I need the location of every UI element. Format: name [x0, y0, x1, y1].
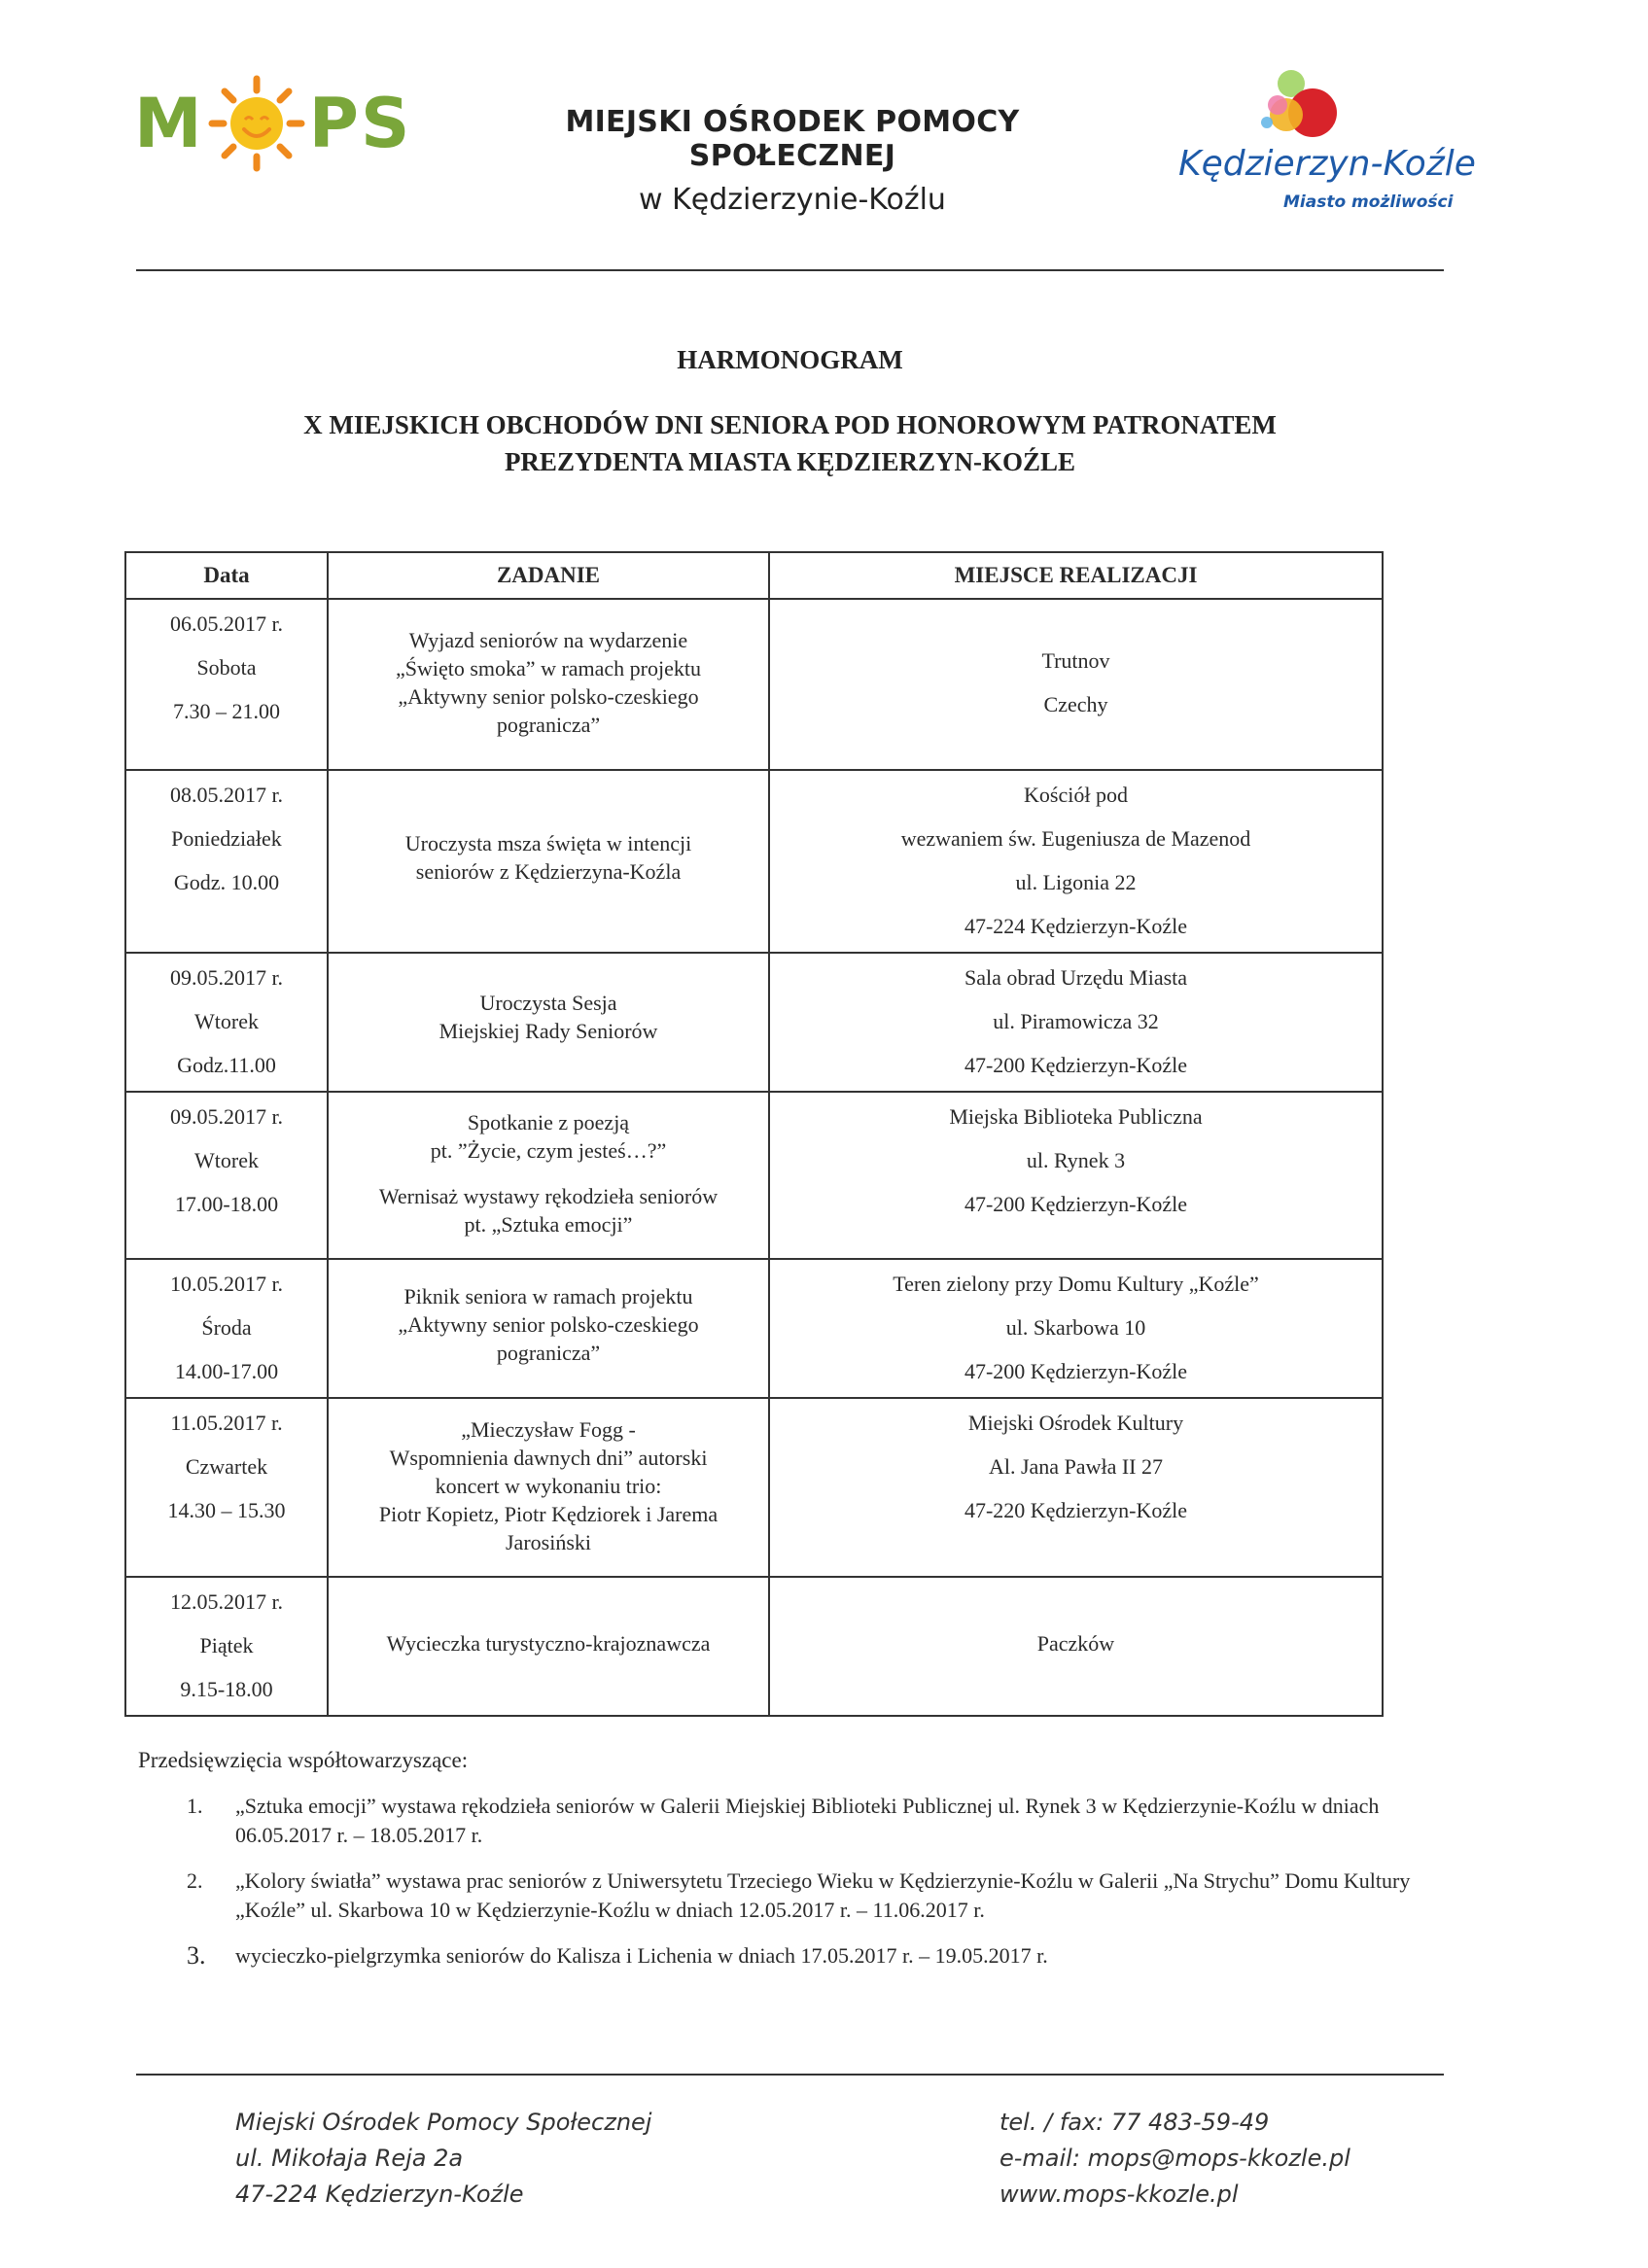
task-cell-line: Jarosiński — [506, 1529, 591, 1554]
task-cell-line: Uroczysta msza święta w intencji — [404, 831, 692, 855]
subtitle-line2: PREZYDENTA MIASTA KĘDZIERZYN-KOŹLE — [504, 447, 1076, 476]
date-cell-line: Godz.11.00 — [177, 1053, 276, 1077]
date-cell-line: 06.05.2017 r. — [169, 611, 284, 636]
date-cell-line: 10.05.2017 r. — [169, 1272, 284, 1296]
place-cell — [769, 770, 1383, 953]
date-cell — [125, 770, 328, 953]
task-cell-line: „Święto smoka” w ramach projektu — [395, 656, 701, 680]
list-item — [156, 1941, 1439, 1971]
table-row — [125, 1259, 1383, 1398]
sun-icon — [208, 75, 305, 172]
date-cell-line: Czwartek — [185, 1454, 268, 1479]
task-cell-line: koncert w wykonaniu trio: — [435, 1473, 662, 1498]
task-cell-line: „Aktywny senior polsko-czeskiego — [398, 1311, 699, 1337]
task-cell — [328, 1092, 769, 1259]
task-cell — [328, 770, 769, 953]
date-cell — [125, 1398, 328, 1577]
document-title: HARMONOGRAM — [677, 345, 903, 374]
place-cell-line: Trutnov — [1041, 648, 1110, 673]
place-cell-line: Al. Jana Pawła II 27 — [988, 1454, 1163, 1479]
date-cell-line: Godz. 10.00 — [173, 870, 280, 894]
place-cell-line: Sala obrad Urzędu Miasta — [964, 965, 1188, 990]
place-cell-line: Miejska Biblioteka Publiczna — [949, 1104, 1203, 1129]
accompanying-heading: Przedsięwzięcia współtowarzyszące: — [138, 1748, 469, 1772]
date-cell-line: Wtorek — [194, 1148, 259, 1172]
footer-street: ul. Mikołaja Reja 2a — [235, 2145, 464, 2172]
item-text: „Sztuka emocji” wystawa rękodzieła seniorów w Galerii Miejskiej Biblioteki Publicznej ul. Rynek 3 w Kędzierzynie-Koźlu w dniach 06.05.2017 r. – 18.05.2017 r. — [235, 1794, 1380, 1847]
table-row — [125, 599, 1383, 770]
place-cell-line: 47-200 Kędzierzyn-Koźle — [964, 1192, 1188, 1216]
place-cell-line: Czechy — [1043, 692, 1108, 716]
date-cell-line: 14.30 – 15.30 — [167, 1498, 286, 1522]
task-cell-line: „Aktywny senior polsko-czeskiego — [398, 684, 699, 709]
task-cell-line: Miejskiej Rady Seniorów — [438, 1019, 658, 1043]
date-cell — [125, 1092, 328, 1259]
mops-logo — [134, 70, 411, 177]
task-cell-line: seniorów z Kędzierzyna-Koźla — [415, 859, 682, 884]
task-cell-line: Piotr Kopietz, Piotr Kędziorek i Jarema — [378, 1501, 719, 1526]
place-cell-line: Paczków — [1036, 1630, 1115, 1656]
org-name-line1: MIEJSKI OŚRODEK POMOCY SPOŁECZNEJ — [565, 105, 1020, 173]
task-cell-line: pt. „Sztuka emocji” — [464, 1212, 633, 1237]
task-cell-line: Wspomnienia dawnych dni” autorski — [389, 1445, 708, 1470]
city-logo — [1167, 58, 1476, 224]
task-cell-line: pt. ”Życie, czym jesteś…?” — [430, 1138, 667, 1163]
place-cell — [769, 1092, 1383, 1259]
date-cell-line: 09.05.2017 r. — [169, 965, 284, 990]
list-item — [156, 1792, 1439, 1850]
place-cell-line: Miejski Ośrodek Kultury — [967, 1411, 1184, 1435]
footer-website[interactable]: www.mops-kkozle.pl — [999, 2181, 1239, 2208]
header-date: Data — [125, 552, 328, 599]
task-cell-line: Spotkanie z poezją — [467, 1110, 630, 1134]
header-task: ZADANIE — [328, 552, 769, 599]
subtitle-line1: X MIEJSKICH OBCHODÓW DNI SENIORA POD HONOROWYM PATRONATEM — [303, 410, 1277, 439]
table-row — [125, 1398, 1383, 1577]
place-cell — [769, 1398, 1383, 1577]
place-cell-line: ul. Skarbowa 10 — [1005, 1315, 1146, 1340]
task-cell-line: Piknik seniora w ramach projektu — [403, 1283, 693, 1308]
organization-name — [491, 105, 1094, 217]
date-cell — [125, 599, 328, 770]
date-cell-line: 11.05.2017 r. — [170, 1411, 283, 1435]
date-cell-line: Piątek — [199, 1633, 254, 1657]
task-cell-line: Uroczysta Sesja — [479, 991, 617, 1015]
date-cell-line: 17.00-18.00 — [174, 1192, 279, 1216]
place-cell-line: 47-220 Kędzierzyn-Koźle — [964, 1498, 1188, 1522]
date-cell-line: Sobota — [196, 655, 257, 680]
task-cell-line: pogranicza” — [496, 713, 601, 737]
task-cell-line — [336, 1165, 760, 1182]
accompanying-list — [156, 1792, 1439, 1987]
task-cell — [328, 1577, 769, 1716]
date-cell-line: 09.05.2017 r. — [169, 1104, 284, 1129]
place-cell-line: ul. Piramowicza 32 — [993, 1009, 1159, 1033]
table-row — [125, 770, 1383, 953]
task-cell — [328, 1259, 769, 1398]
footer-phone: tel. / fax: 77 483-59-49 — [999, 2109, 1270, 2136]
org-name-line2: w Kędzierzynie-Koźlu — [639, 183, 946, 217]
task-cell-line: „Mieczysław Fogg - — [461, 1416, 636, 1442]
date-cell-line: 7.30 – 21.00 — [173, 699, 280, 723]
table-header-row — [125, 552, 1383, 599]
date-cell-line: Środa — [201, 1315, 252, 1340]
place-cell-line: wezwaniem św. Eugeniusza de Mazenod — [900, 826, 1251, 851]
task-cell-line: pogranicza” — [496, 1340, 601, 1365]
header-place: MIEJSCE REALIZACJI — [769, 552, 1383, 599]
place-cell — [769, 953, 1383, 1092]
task-cell-line: Wyjazd seniorów na wydarzenie — [408, 628, 688, 652]
city-logo-tagline: Miasto możliwości — [1283, 192, 1454, 212]
date-cell-line: Wtorek — [194, 1009, 259, 1033]
place-cell-line: 47-200 Kędzierzyn-Koźle — [964, 1359, 1188, 1383]
footer-address — [235, 2105, 651, 2213]
task-cell — [328, 953, 769, 1092]
place-cell-line: ul. Ligonia 22 — [1015, 870, 1137, 894]
place-cell-line: Kościół pod — [1024, 783, 1128, 807]
schedule-table — [124, 551, 1384, 1717]
task-cell-line: Wycieczka turystyczno-krajoznawcza — [386, 1630, 711, 1656]
mops-logo-letters-ps: PS — [308, 84, 412, 163]
date-cell-line: 14.00-17.00 — [174, 1359, 279, 1383]
date-cell — [125, 1259, 328, 1398]
place-cell-line: 47-200 Kędzierzyn-Koźle — [964, 1053, 1188, 1077]
table-row — [125, 953, 1383, 1092]
place-cell-line: 47-224 Kędzierzyn-Koźle — [964, 914, 1188, 938]
table-row — [125, 1092, 1383, 1259]
document-subtitle — [136, 406, 1444, 480]
list-item — [156, 1867, 1439, 1925]
place-cell-line: Teren zielony przy Domu Kultury „Koźle” — [893, 1272, 1259, 1296]
task-cell — [328, 599, 769, 770]
footer-org: Miejski Ośrodek Pomocy Społecznej — [235, 2109, 652, 2136]
item-text: „Kolory światła” wystawa prac seniorów z Uniwersytetu Trzeciego Wieku w Kędzierzynie-Koźlu w Galerii „Na Strychu” Domu Kultury „Koźle” ul. Skarbowa 10 w Kędzierzynie-Koźlu w dniach 12.05.2017 r. – 11.06.2017 r. — [235, 1868, 1411, 1922]
item-number: 2. — [187, 1868, 203, 1893]
place-cell — [769, 1259, 1383, 1398]
place-cell — [769, 599, 1383, 770]
task-cell — [328, 1398, 769, 1577]
date-cell-line: 08.05.2017 r. — [169, 783, 284, 807]
city-balls-icon — [1167, 58, 1458, 146]
date-cell-line: 9.15-18.00 — [180, 1677, 273, 1701]
item-text: wycieczko-pielgrzymka seniorów do Kalisza i Lichenia w dniach 17.05.2017 r. – 19.05.2017 r. — [235, 1943, 1048, 1968]
date-cell-line: Poniedziałek — [171, 826, 282, 851]
item-number: 1. — [187, 1794, 203, 1818]
date-cell-line: 12.05.2017 r. — [169, 1589, 284, 1614]
table-row — [125, 1577, 1383, 1716]
footer-divider — [136, 2074, 1444, 2076]
city-logo-name: Kędzierzyn-Koźle — [1178, 144, 1476, 184]
footer-email[interactable]: e-mail: mops@mops-kkozle.pl — [999, 2145, 1350, 2172]
place-cell-line: ul. Rynek 3 — [1026, 1148, 1126, 1172]
place-cell — [769, 1577, 1383, 1716]
footer-city: 47-224 Kędzierzyn-Koźle — [235, 2181, 524, 2208]
footer-contact — [999, 2105, 1350, 2213]
header-divider — [136, 269, 1444, 271]
item-number: 3. — [187, 1941, 206, 1970]
mops-logo-letter-m: M — [134, 84, 204, 163]
date-cell — [125, 1577, 328, 1716]
task-cell-line: Wernisaż wystawy rękodzieła seniorów — [378, 1184, 719, 1208]
date-cell — [125, 953, 328, 1092]
